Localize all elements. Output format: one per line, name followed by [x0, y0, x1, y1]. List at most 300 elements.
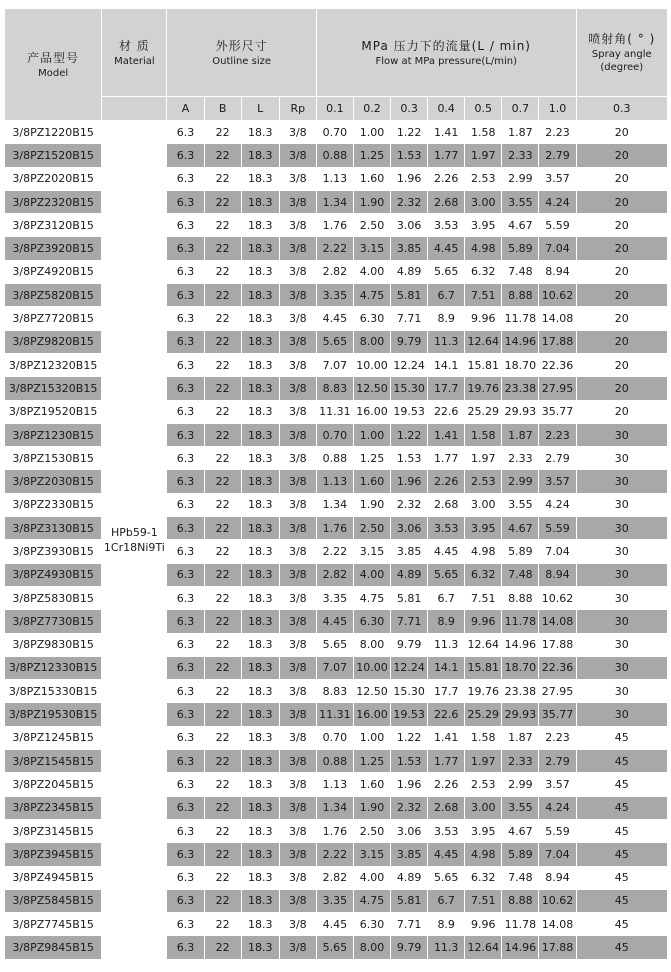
flow-cell: 7.07 [316, 353, 353, 376]
dimension-cell: 22 [204, 773, 241, 796]
flow-cell: 3.00 [465, 796, 502, 819]
flow-cell: 2.99 [502, 470, 539, 493]
flow-cell: 1.25 [353, 750, 390, 773]
flow-cell: 2.50 [353, 517, 390, 540]
header-material-zh: 材 质 [118, 38, 150, 53]
dimension-cell: 6.3 [167, 796, 204, 819]
dimension-cell: 3/8 [279, 423, 316, 446]
material-line-1: HPb59-1 [110, 525, 158, 539]
model-cell: 3/8PZ9845B15 [5, 936, 102, 959]
flow-cell: 1.90 [353, 796, 390, 819]
model-cell: 3/8PZ2045B15 [5, 773, 102, 796]
model-cell: 3/8PZ15330B15 [5, 680, 102, 703]
spray-angle-cell: 20 [576, 377, 667, 400]
dimension-cell: 3/8 [279, 353, 316, 376]
flow-cell: 2.82 [316, 563, 353, 586]
header-angle-en: Spray angle [591, 49, 652, 60]
spray-angle-cell: 20 [576, 237, 667, 260]
dimension-cell: 3/8 [279, 517, 316, 540]
dimension-cell: 22 [204, 540, 241, 563]
model-cell: 3/8PZ4930B15 [5, 563, 102, 586]
spray-angle-cell: 30 [576, 680, 667, 703]
flow-cell: 1.96 [391, 470, 428, 493]
flow-cell: 2.53 [465, 167, 502, 190]
flow-cell: 2.22 [316, 237, 353, 260]
flow-cell: 11.78 [502, 913, 539, 936]
spray-angle-cell: 45 [576, 913, 667, 936]
flow-cell: 1.22 [391, 423, 428, 446]
header-model-en: Model [38, 67, 69, 79]
flow-cell: 2.33 [502, 447, 539, 470]
dimension-cell: 3/8 [279, 190, 316, 213]
flow-cell: 4.67 [502, 517, 539, 540]
flow-cell: 12.50 [353, 377, 390, 400]
flow-cell: 1.41 [428, 726, 465, 749]
dimension-cell: 6.3 [167, 447, 204, 470]
spray-angle-cell: 20 [576, 400, 667, 423]
dimension-cell: 18.3 [241, 330, 279, 353]
model-cell: 3/8PZ1530B15 [5, 447, 102, 470]
spray-angle-cell: 45 [576, 819, 667, 842]
flow-cell: 1.87 [502, 423, 539, 446]
dimension-cell: 22 [204, 866, 241, 889]
flow-cell: 15.81 [465, 353, 502, 376]
flow-cell: 1.53 [391, 447, 428, 470]
flow-cell: 19.76 [465, 680, 502, 703]
flow-cell: 2.22 [316, 540, 353, 563]
header-pressure-1-0: 1.0 [539, 97, 576, 121]
dimension-cell: 18.3 [241, 680, 279, 703]
flow-cell: 1.96 [391, 167, 428, 190]
dimension-cell: 3/8 [279, 773, 316, 796]
spray-angle-cell: 20 [576, 214, 667, 237]
dimension-cell: 6.3 [167, 214, 204, 237]
flow-cell: 16.00 [353, 400, 390, 423]
dimension-cell: 18.3 [241, 866, 279, 889]
dimension-cell: 18.3 [241, 423, 279, 446]
flow-cell: 6.32 [465, 563, 502, 586]
flow-cell: 12.64 [465, 936, 502, 959]
flow-cell: 4.45 [316, 307, 353, 330]
dimension-cell: 6.3 [167, 703, 204, 726]
flow-cell: 23.38 [502, 377, 539, 400]
dimension-cell: 6.3 [167, 680, 204, 703]
flow-cell: 4.75 [353, 889, 390, 912]
flow-cell: 5.65 [316, 633, 353, 656]
flow-cell: 3.95 [465, 819, 502, 842]
flow-cell: 7.48 [502, 866, 539, 889]
model-cell: 3/8PZ19520B15 [5, 400, 102, 423]
dimension-cell: 22 [204, 167, 241, 190]
dimension-cell: 18.3 [241, 633, 279, 656]
dimension-cell: 3/8 [279, 656, 316, 679]
flow-cell: 2.82 [316, 866, 353, 889]
dimension-cell: 22 [204, 610, 241, 633]
dimension-cell: 22 [204, 936, 241, 959]
flow-cell: 3.15 [353, 237, 390, 260]
dimension-cell: 3/8 [279, 819, 316, 842]
header-flow-zh: MPa 压力下的流量(L / min) [361, 38, 531, 53]
dimension-cell: 18.3 [241, 377, 279, 400]
flow-cell: 3.53 [428, 214, 465, 237]
dimension-cell: 18.3 [241, 493, 279, 516]
dimension-cell: 22 [204, 726, 241, 749]
dimension-cell: 18.3 [241, 843, 279, 866]
flow-cell: 3.35 [316, 889, 353, 912]
flow-cell: 3.35 [316, 586, 353, 609]
dimension-cell: 18.3 [241, 819, 279, 842]
model-cell: 3/8PZ3145B15 [5, 819, 102, 842]
dimension-cell: 6.3 [167, 540, 204, 563]
dimension-cell: 22 [204, 400, 241, 423]
flow-cell: 3.53 [428, 517, 465, 540]
dimension-cell: 6.3 [167, 819, 204, 842]
header-outline [167, 9, 316, 97]
header-pressure-0-1: 0.1 [316, 97, 353, 121]
spray-angle-cell: 30 [576, 656, 667, 679]
flow-cell: 7.71 [391, 307, 428, 330]
dimension-cell: 22 [204, 819, 241, 842]
flow-cell: 22.36 [539, 353, 576, 376]
flow-cell: 0.88 [316, 144, 353, 167]
flow-cell: 5.59 [539, 819, 576, 842]
spray-angle-cell: 20 [576, 330, 667, 353]
flow-cell: 0.88 [316, 750, 353, 773]
flow-cell: 5.81 [391, 284, 428, 307]
header-outline-en: Outline size [212, 55, 272, 67]
flow-cell: 11.31 [316, 703, 353, 726]
dimension-cell: 6.3 [167, 284, 204, 307]
flow-cell: 14.96 [502, 633, 539, 656]
header-material [102, 9, 167, 97]
flow-cell: 6.30 [353, 610, 390, 633]
flow-cell: 7.48 [502, 563, 539, 586]
flow-cell: 6.30 [353, 913, 390, 936]
dimension-cell: 22 [204, 680, 241, 703]
flow-cell: 1.60 [353, 470, 390, 493]
flow-cell: 11.3 [428, 633, 465, 656]
flow-cell: 4.98 [465, 540, 502, 563]
flow-cell: 19.53 [391, 400, 428, 423]
dimension-cell: 6.3 [167, 307, 204, 330]
flow-cell: 1.34 [316, 493, 353, 516]
flow-cell: 17.7 [428, 680, 465, 703]
flow-cell: 1.13 [316, 773, 353, 796]
flow-cell: 5.65 [316, 936, 353, 959]
model-cell: 3/8PZ1245B15 [5, 726, 102, 749]
flow-cell: 2.22 [316, 843, 353, 866]
spray-angle-cell: 45 [576, 773, 667, 796]
flow-cell: 3.95 [465, 517, 502, 540]
spray-angle-cell: 20 [576, 353, 667, 376]
dimension-cell: 18.3 [241, 447, 279, 470]
flow-cell: 12.64 [465, 633, 502, 656]
flow-cell: 3.06 [391, 214, 428, 237]
flow-cell: 1.53 [391, 144, 428, 167]
flow-cell: 14.08 [539, 913, 576, 936]
flow-cell: 1.00 [353, 423, 390, 446]
flow-cell: 3.35 [316, 284, 353, 307]
dimension-cell: 3/8 [279, 377, 316, 400]
dimension-cell: 22 [204, 330, 241, 353]
flow-cell: 4.98 [465, 237, 502, 260]
flow-cell: 8.83 [316, 377, 353, 400]
dimension-cell: 22 [204, 470, 241, 493]
header-angle-zh: 喷射角( ° ) [588, 32, 656, 46]
spray-angle-cell: 30 [576, 447, 667, 470]
flow-cell: 4.98 [465, 843, 502, 866]
dimension-cell: 18.3 [241, 284, 279, 307]
spray-angle-cell: 30 [576, 493, 667, 516]
header-col-b: B [204, 97, 241, 121]
table-row [5, 121, 668, 144]
flow-cell: 6.30 [353, 307, 390, 330]
model-cell: 3/8PZ3930B15 [5, 540, 102, 563]
flow-cell: 2.32 [391, 796, 428, 819]
flow-cell: 1.90 [353, 493, 390, 516]
dimension-cell: 18.3 [241, 190, 279, 213]
model-cell: 3/8PZ2330B15 [5, 493, 102, 516]
flow-cell: 17.7 [428, 377, 465, 400]
flow-cell: 8.9 [428, 307, 465, 330]
dimension-cell: 3/8 [279, 167, 316, 190]
flow-cell: 22.6 [428, 703, 465, 726]
dimension-cell: 18.3 [241, 144, 279, 167]
model-cell: 3/8PZ7745B15 [5, 913, 102, 936]
flow-cell: 1.77 [428, 750, 465, 773]
flow-cell: 17.88 [539, 330, 576, 353]
flow-cell: 0.70 [316, 121, 353, 144]
dimension-cell: 6.3 [167, 843, 204, 866]
header-material-sub [102, 97, 167, 121]
dimension-cell: 3/8 [279, 563, 316, 586]
dimension-cell: 18.3 [241, 796, 279, 819]
model-cell: 3/8PZ3130B15 [5, 517, 102, 540]
flow-cell: 22.36 [539, 656, 576, 679]
model-cell: 3/8PZ3945B15 [5, 843, 102, 866]
flow-cell: 12.24 [391, 656, 428, 679]
dimension-cell: 6.3 [167, 190, 204, 213]
spray-angle-cell: 30 [576, 563, 667, 586]
dimension-cell: 6.3 [167, 144, 204, 167]
flow-cell: 2.26 [428, 773, 465, 796]
dimension-cell: 6.3 [167, 330, 204, 353]
dimension-cell: 3/8 [279, 470, 316, 493]
flow-cell: 8.88 [502, 586, 539, 609]
model-cell: 3/8PZ12320B15 [5, 353, 102, 376]
flow-cell: 5.65 [428, 260, 465, 283]
flow-cell: 6.7 [428, 889, 465, 912]
dimension-cell: 18.3 [241, 214, 279, 237]
dimension-cell: 6.3 [167, 423, 204, 446]
dimension-cell: 22 [204, 796, 241, 819]
flow-cell: 1.25 [353, 144, 390, 167]
dimension-cell: 22 [204, 447, 241, 470]
flow-cell: 2.32 [391, 493, 428, 516]
flow-cell: 4.00 [353, 563, 390, 586]
flow-cell: 3.00 [465, 190, 502, 213]
dimension-cell: 22 [204, 913, 241, 936]
flow-cell: 5.65 [428, 866, 465, 889]
dimension-cell: 6.3 [167, 936, 204, 959]
dimension-cell: 18.3 [241, 656, 279, 679]
flow-cell: 15.30 [391, 680, 428, 703]
flow-cell: 1.22 [391, 121, 428, 144]
dimension-cell: 22 [204, 703, 241, 726]
flow-cell: 2.79 [539, 144, 576, 167]
flow-cell: 9.96 [465, 307, 502, 330]
flow-cell: 14.08 [539, 307, 576, 330]
flow-cell: 12.24 [391, 353, 428, 376]
flow-cell: 7.04 [539, 540, 576, 563]
flow-cell: 5.81 [391, 889, 428, 912]
flow-cell: 7.71 [391, 913, 428, 936]
header-pressure-0-5: 0.5 [465, 97, 502, 121]
flow-cell: 1.76 [316, 517, 353, 540]
flow-cell: 3.06 [391, 819, 428, 842]
flow-cell: 1.13 [316, 470, 353, 493]
flow-cell: 6.7 [428, 586, 465, 609]
flow-cell: 35.77 [539, 703, 576, 726]
model-cell: 3/8PZ2020B15 [5, 167, 102, 190]
dimension-cell: 18.3 [241, 353, 279, 376]
flow-cell: 4.89 [391, 563, 428, 586]
dimension-cell: 22 [204, 214, 241, 237]
flow-cell: 4.00 [353, 866, 390, 889]
header-pressure-0-4: 0.4 [428, 97, 465, 121]
flow-cell: 2.33 [502, 750, 539, 773]
spray-angle-cell: 30 [576, 586, 667, 609]
flow-cell: 10.00 [353, 656, 390, 679]
flow-cell: 4.75 [353, 284, 390, 307]
spray-angle-cell: 45 [576, 750, 667, 773]
dimension-cell: 18.3 [241, 517, 279, 540]
flow-cell: 4.45 [428, 237, 465, 260]
flow-cell: 17.88 [539, 936, 576, 959]
flow-cell: 29.93 [502, 703, 539, 726]
flow-cell: 5.59 [539, 214, 576, 237]
flow-cell: 10.62 [539, 586, 576, 609]
spray-angle-cell: 45 [576, 936, 667, 959]
dimension-cell: 18.3 [241, 540, 279, 563]
dimension-cell: 22 [204, 750, 241, 773]
flow-cell: 7.07 [316, 656, 353, 679]
model-cell: 3/8PZ15320B15 [5, 377, 102, 400]
flow-cell: 1.00 [353, 121, 390, 144]
flow-cell: 3.55 [502, 796, 539, 819]
flow-cell: 6.32 [465, 260, 502, 283]
flow-cell: 5.89 [502, 540, 539, 563]
flow-cell: 25.29 [465, 400, 502, 423]
flow-cell: 4.89 [391, 866, 428, 889]
dimension-cell: 6.3 [167, 470, 204, 493]
flow-cell: 14.08 [539, 610, 576, 633]
dimension-cell: 3/8 [279, 260, 316, 283]
spray-angle-cell: 30 [576, 517, 667, 540]
flow-cell: 2.79 [539, 447, 576, 470]
dimension-cell: 18.3 [241, 400, 279, 423]
model-cell: 3/8PZ5845B15 [5, 889, 102, 912]
header-col-a: A [167, 97, 204, 121]
flow-cell: 18.70 [502, 656, 539, 679]
dimension-cell: 22 [204, 237, 241, 260]
dimension-cell: 3/8 [279, 330, 316, 353]
header-pressure-0-3: 0.3 [391, 97, 428, 121]
flow-cell: 8.9 [428, 610, 465, 633]
flow-cell: 1.13 [316, 167, 353, 190]
flow-cell: 1.76 [316, 819, 353, 842]
dimension-cell: 6.3 [167, 167, 204, 190]
flow-cell: 10.00 [353, 353, 390, 376]
flow-cell: 14.96 [502, 936, 539, 959]
model-cell: 3/8PZ2030B15 [5, 470, 102, 493]
model-cell: 3/8PZ9820B15 [5, 330, 102, 353]
dimension-cell: 18.3 [241, 586, 279, 609]
flow-cell: 1.97 [465, 447, 502, 470]
header-col-l: L [241, 97, 279, 121]
dimension-cell: 3/8 [279, 750, 316, 773]
table-body [5, 121, 668, 960]
dimension-cell: 6.3 [167, 260, 204, 283]
flow-cell: 3.06 [391, 517, 428, 540]
flow-cell: 1.58 [465, 726, 502, 749]
flow-cell: 5.65 [316, 330, 353, 353]
dimension-cell: 22 [204, 423, 241, 446]
flow-cell: 17.88 [539, 633, 576, 656]
dimension-cell: 22 [204, 586, 241, 609]
model-cell: 3/8PZ4945B15 [5, 866, 102, 889]
model-cell: 3/8PZ5830B15 [5, 586, 102, 609]
dimension-cell: 3/8 [279, 703, 316, 726]
dimension-cell: 6.3 [167, 353, 204, 376]
dimension-cell: 18.3 [241, 610, 279, 633]
spray-angle-cell: 30 [576, 703, 667, 726]
flow-cell: 4.67 [502, 214, 539, 237]
flow-cell: 1.90 [353, 190, 390, 213]
flow-cell: 7.48 [502, 260, 539, 283]
flow-cell: 1.22 [391, 726, 428, 749]
dimension-cell: 6.3 [167, 913, 204, 936]
flow-cell: 11.3 [428, 330, 465, 353]
dimension-cell: 18.3 [241, 936, 279, 959]
flow-cell: 5.89 [502, 843, 539, 866]
flow-cell: 15.30 [391, 377, 428, 400]
flow-cell: 7.04 [539, 237, 576, 260]
model-cell: 3/8PZ7730B15 [5, 610, 102, 633]
flow-cell: 11.78 [502, 610, 539, 633]
model-cell: 3/8PZ3920B15 [5, 237, 102, 260]
dimension-cell: 22 [204, 260, 241, 283]
flow-cell: 0.70 [316, 726, 353, 749]
flow-cell: 6.7 [428, 284, 465, 307]
flow-cell: 3.15 [353, 540, 390, 563]
flow-cell: 2.23 [539, 121, 576, 144]
spray-angle-cell: 20 [576, 144, 667, 167]
dimension-cell: 6.3 [167, 563, 204, 586]
flow-cell: 2.26 [428, 470, 465, 493]
spray-angle-cell: 30 [576, 540, 667, 563]
spray-angle-cell: 20 [576, 284, 667, 307]
dimension-cell: 3/8 [279, 214, 316, 237]
flow-cell: 7.71 [391, 610, 428, 633]
flow-cell: 7.51 [465, 284, 502, 307]
flow-cell: 2.33 [502, 144, 539, 167]
dimension-cell: 22 [204, 517, 241, 540]
flow-cell: 0.70 [316, 423, 353, 446]
dimension-cell: 3/8 [279, 936, 316, 959]
flow-cell: 1.58 [465, 121, 502, 144]
flow-cell: 1.77 [428, 144, 465, 167]
